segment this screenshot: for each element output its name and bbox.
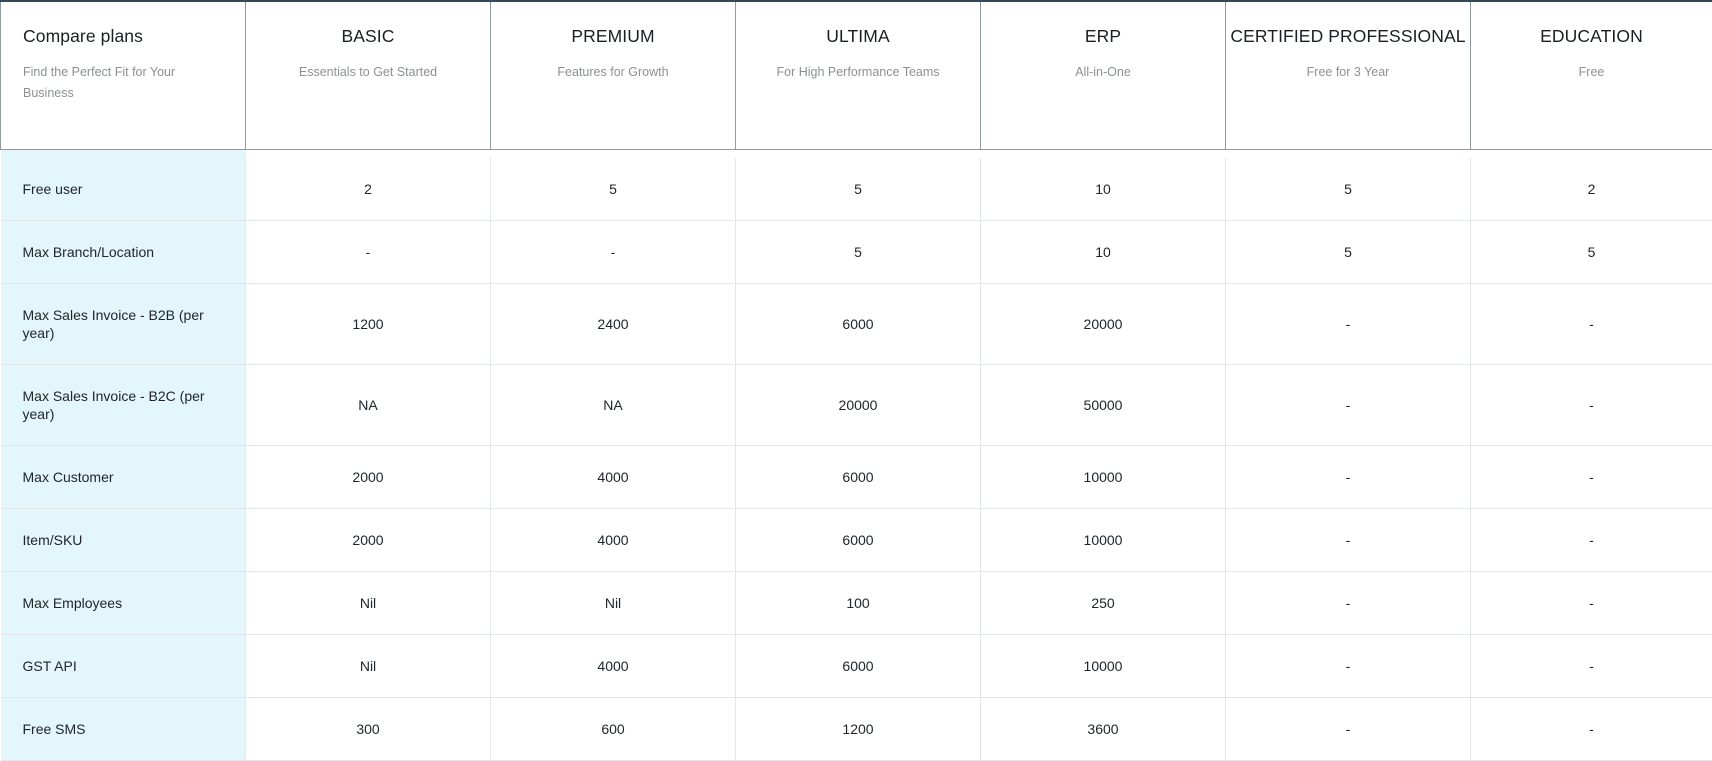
table-cell: 1200 — [246, 284, 491, 365]
plan-tagline: All-in-One — [981, 62, 1225, 83]
plan-header-premium — [491, 2, 736, 150]
feature-label: Free user — [1, 158, 246, 221]
table-cell: 6000 — [736, 635, 981, 698]
table-cell: 10 — [981, 158, 1226, 221]
table-cell: - — [1471, 446, 1712, 509]
table-cell: 6000 — [736, 509, 981, 572]
table-row — [1, 158, 1712, 221]
plan-tagline: For High Performance Teams — [736, 62, 980, 83]
table-cell: 6000 — [736, 446, 981, 509]
compare-plans-header — [1, 2, 246, 150]
table-cell: 600 — [491, 698, 736, 761]
table-cell: - — [1226, 635, 1471, 698]
feature-label: Max Sales Invoice - B2B (per year) — [1, 284, 246, 365]
feature-label: Max Branch/Location — [1, 221, 246, 284]
table-cell: 300 — [246, 698, 491, 761]
table-cell: - — [1226, 698, 1471, 761]
table-row — [1, 365, 1712, 446]
header-spacer-row — [1, 150, 1712, 159]
table-cell: Nil — [246, 572, 491, 635]
page-title: Compare plans — [23, 26, 185, 46]
table-cell: Nil — [491, 572, 736, 635]
table-cell: 5 — [1226, 221, 1471, 284]
table-cell: - — [491, 221, 736, 284]
table-cell: 2000 — [246, 509, 491, 572]
table-header-row — [1, 2, 1712, 150]
plan-name: BASIC — [246, 26, 490, 46]
table-cell: 10000 — [981, 635, 1226, 698]
feature-label: Free SMS — [1, 698, 246, 761]
table-cell: 6000 — [736, 284, 981, 365]
plan-header-basic — [246, 2, 491, 150]
table-cell: 2 — [246, 158, 491, 221]
table-cell: - — [1226, 509, 1471, 572]
feature-label: Item/SKU — [1, 509, 246, 572]
table-cell: 20000 — [981, 284, 1226, 365]
plan-header-erp — [981, 2, 1226, 150]
plan-name: ERP — [981, 26, 1225, 46]
table-cell: - — [1226, 284, 1471, 365]
table-cell: 10000 — [981, 509, 1226, 572]
page-subtitle: Find the Perfect Fit for Your Business — [23, 62, 185, 104]
plan-tagline: Features for Growth — [491, 62, 735, 83]
table-cell: - — [1226, 572, 1471, 635]
plan-tagline: Essentials to Get Started — [246, 62, 490, 83]
table-cell: 3600 — [981, 698, 1226, 761]
plan-header-ultima — [736, 2, 981, 150]
table-cell: - — [1471, 635, 1712, 698]
feature-label: Max Employees — [1, 572, 246, 635]
feature-label: Max Customer — [1, 446, 246, 509]
table-cell: NA — [491, 365, 736, 446]
table-cell: - — [246, 221, 491, 284]
table-cell: 5 — [1226, 158, 1471, 221]
table-cell: - — [1471, 698, 1712, 761]
table-cell: 2 — [1471, 158, 1712, 221]
plan-name: EDUCATION — [1471, 26, 1712, 46]
plan-header-education — [1471, 2, 1712, 150]
table-cell: 1200 — [736, 698, 981, 761]
table-cell: - — [1226, 446, 1471, 509]
table-cell: 4000 — [491, 635, 736, 698]
table-cell: 2400 — [491, 284, 736, 365]
table-cell: 10000 — [981, 446, 1226, 509]
table-cell: 10 — [981, 221, 1226, 284]
table-row — [1, 509, 1712, 572]
table-row — [1, 572, 1712, 635]
table-cell: 4000 — [491, 509, 736, 572]
table-row — [1, 446, 1712, 509]
table-cell: Nil — [246, 635, 491, 698]
compare-plans-table — [0, 2, 1712, 761]
table-cell: - — [1226, 365, 1471, 446]
table-cell: 4000 — [491, 446, 736, 509]
table-row — [1, 698, 1712, 761]
table-cell: 5 — [736, 158, 981, 221]
table-cell: 20000 — [736, 365, 981, 446]
plan-header-certified-professional — [1226, 2, 1471, 150]
table-cell: 2000 — [246, 446, 491, 509]
table-cell: - — [1471, 572, 1712, 635]
table-row — [1, 221, 1712, 284]
table-cell: - — [1471, 509, 1712, 572]
table-cell: - — [1471, 365, 1712, 446]
plan-tagline: Free — [1471, 62, 1712, 83]
table-cell: 250 — [981, 572, 1226, 635]
plan-name: PREMIUM — [491, 26, 735, 46]
plan-name: CERTIFIED PROFESSIONAL — [1226, 26, 1470, 46]
feature-label: Max Sales Invoice - B2C (per year) — [1, 365, 246, 446]
table-cell: 50000 — [981, 365, 1226, 446]
table-cell: - — [1471, 284, 1712, 365]
table-cell: NA — [246, 365, 491, 446]
table-cell: 5 — [1471, 221, 1712, 284]
plan-name: ULTIMA — [736, 26, 980, 46]
table-row — [1, 284, 1712, 365]
table-cell: 5 — [491, 158, 736, 221]
plan-tagline: Free for 3 Year — [1226, 62, 1470, 83]
table-cell: 100 — [736, 572, 981, 635]
table-cell: 5 — [736, 221, 981, 284]
feature-label: GST API — [1, 635, 246, 698]
table-row — [1, 635, 1712, 698]
